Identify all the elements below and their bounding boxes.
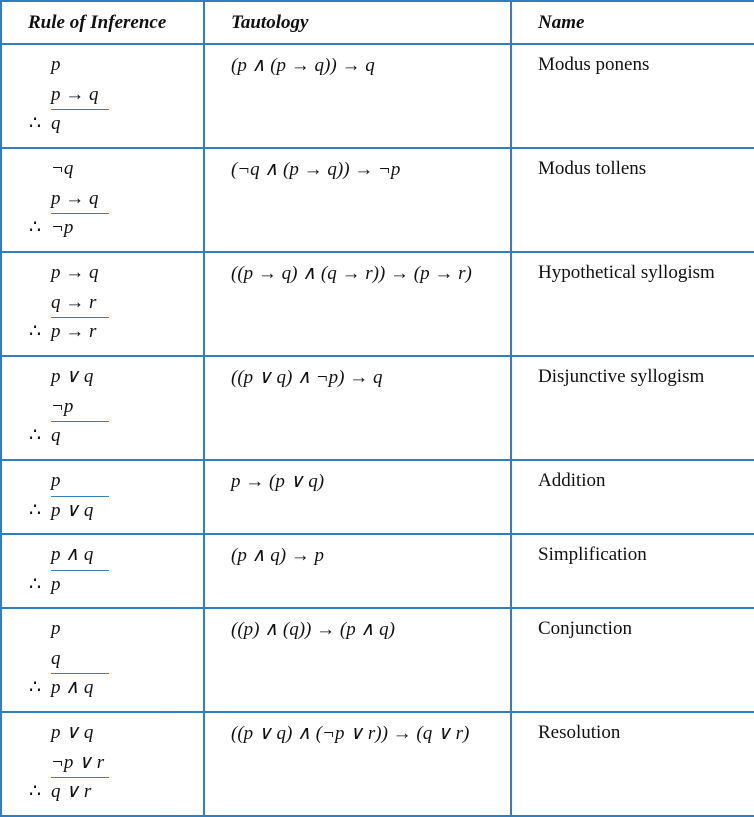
rule-cell bbox=[1, 148, 204, 252]
inference-bar bbox=[51, 496, 109, 497]
inference-bar bbox=[51, 570, 109, 571]
tautology-cell bbox=[204, 252, 511, 356]
premise: ¬q bbox=[51, 158, 74, 179]
conclusion: q bbox=[51, 425, 61, 446]
therefore-symbol: ∴ bbox=[29, 781, 42, 802]
inference-bar bbox=[51, 317, 109, 318]
inference-rule bbox=[2, 461, 203, 533]
table-row bbox=[1, 534, 754, 608]
tautology-formula: p → (p ∨ q) bbox=[231, 471, 325, 492]
header-row bbox=[1, 1, 754, 44]
premise: p → q bbox=[51, 187, 99, 209]
premise: ¬p ∨ r bbox=[51, 751, 105, 773]
name-cell bbox=[511, 44, 754, 148]
table-row bbox=[1, 252, 754, 356]
rule-cell bbox=[1, 460, 204, 534]
therefore-symbol: ∴ bbox=[29, 321, 42, 342]
conclusion: p ∨ q bbox=[51, 499, 94, 521]
name-cell bbox=[511, 460, 754, 534]
rule-cell bbox=[1, 712, 204, 816]
rule-cell bbox=[1, 252, 204, 356]
tautology-cell bbox=[204, 460, 511, 534]
rule-cell bbox=[1, 608, 204, 712]
premise: q bbox=[51, 647, 61, 669]
conclusion: q ∨ r bbox=[51, 781, 92, 802]
inference-bar bbox=[51, 109, 109, 110]
inference-rule bbox=[2, 253, 203, 355]
therefore-symbol: ∴ bbox=[29, 425, 42, 446]
tautology-cell bbox=[204, 712, 511, 816]
rule-name: Modus tollens bbox=[538, 158, 647, 179]
premise: p → q bbox=[51, 83, 99, 105]
inference-bar bbox=[51, 673, 109, 674]
name-cell bbox=[511, 252, 754, 356]
rule-name: Conjunction bbox=[538, 618, 632, 639]
conclusion: q bbox=[51, 113, 61, 134]
tautology-cell bbox=[204, 44, 511, 148]
therefore-symbol: ∴ bbox=[29, 217, 42, 238]
rule-cell bbox=[1, 534, 204, 608]
table-row bbox=[1, 712, 754, 816]
header-tautology: Tautology bbox=[204, 1, 511, 44]
rule-name: Resolution bbox=[538, 722, 621, 743]
therefore-symbol: ∴ bbox=[29, 113, 42, 134]
name-cell bbox=[511, 356, 754, 460]
header-rule-of-inference: Rule of Inference bbox=[1, 1, 204, 44]
rule-cell bbox=[1, 44, 204, 148]
table-row bbox=[1, 44, 754, 148]
premise: p → q bbox=[51, 262, 99, 283]
name-cell bbox=[511, 148, 754, 252]
tautology-cell bbox=[204, 356, 511, 460]
conclusion: ¬p bbox=[51, 217, 74, 238]
table-row bbox=[1, 460, 754, 534]
name-cell bbox=[511, 712, 754, 816]
premise: ¬p bbox=[51, 395, 74, 417]
premise: p bbox=[51, 618, 61, 639]
rule-name: Addition bbox=[538, 470, 606, 491]
table-row bbox=[1, 356, 754, 460]
inference-rule bbox=[2, 149, 203, 251]
rule-cell bbox=[1, 356, 204, 460]
premise: q → r bbox=[51, 291, 97, 313]
tautology-formula: (¬q ∧ (p → q)) → ¬p bbox=[231, 159, 401, 180]
premise: p bbox=[51, 470, 61, 491]
tautology-formula: ((p → q) ∧ (q → r)) → (p → r) bbox=[231, 263, 472, 284]
rule-name: Modus ponens bbox=[538, 54, 650, 75]
table-row bbox=[1, 148, 754, 252]
tautology-formula: (p ∧ (p → q)) → q bbox=[231, 55, 375, 76]
tautology-cell bbox=[204, 608, 511, 712]
table-row bbox=[1, 608, 754, 712]
inference-bar bbox=[51, 777, 109, 778]
inference-rule bbox=[2, 713, 203, 815]
conclusion: p ∧ q bbox=[51, 677, 94, 698]
name-cell bbox=[511, 608, 754, 712]
tautology-formula: ((p ∨ q) ∧ (¬p ∨ r)) → (q ∨ r) bbox=[231, 723, 470, 744]
rule-name: Disjunctive syllogism bbox=[538, 366, 705, 387]
tautology-cell bbox=[204, 534, 511, 608]
therefore-symbol: ∴ bbox=[29, 499, 42, 521]
header-name: Name bbox=[511, 1, 754, 44]
conclusion: p bbox=[51, 573, 61, 595]
premise: p bbox=[51, 54, 61, 75]
rule-name: Hypothetical syllogism bbox=[538, 262, 715, 283]
premise: p ∨ q bbox=[51, 722, 94, 743]
tautology-cell bbox=[204, 148, 511, 252]
therefore-symbol: ∴ bbox=[29, 677, 42, 698]
inference-bar bbox=[51, 213, 109, 214]
rule-name: Simplification bbox=[538, 544, 647, 565]
name-cell bbox=[511, 534, 754, 608]
inference-bar bbox=[51, 421, 109, 422]
tautology-formula: ((p ∨ q) ∧ ¬p) → q bbox=[231, 367, 383, 388]
inference-rule bbox=[2, 609, 203, 711]
inference-rule bbox=[2, 535, 203, 607]
inference-rule bbox=[2, 357, 203, 459]
therefore-symbol: ∴ bbox=[29, 573, 42, 595]
conclusion: p → r bbox=[51, 321, 97, 342]
tautology-formula: ((p) ∧ (q)) → (p ∧ q) bbox=[231, 619, 395, 640]
premise: p ∨ q bbox=[51, 366, 94, 387]
premise: p ∧ q bbox=[51, 544, 94, 565]
tautology-formula: (p ∧ q) → p bbox=[231, 545, 325, 566]
inference-rule bbox=[2, 45, 203, 147]
